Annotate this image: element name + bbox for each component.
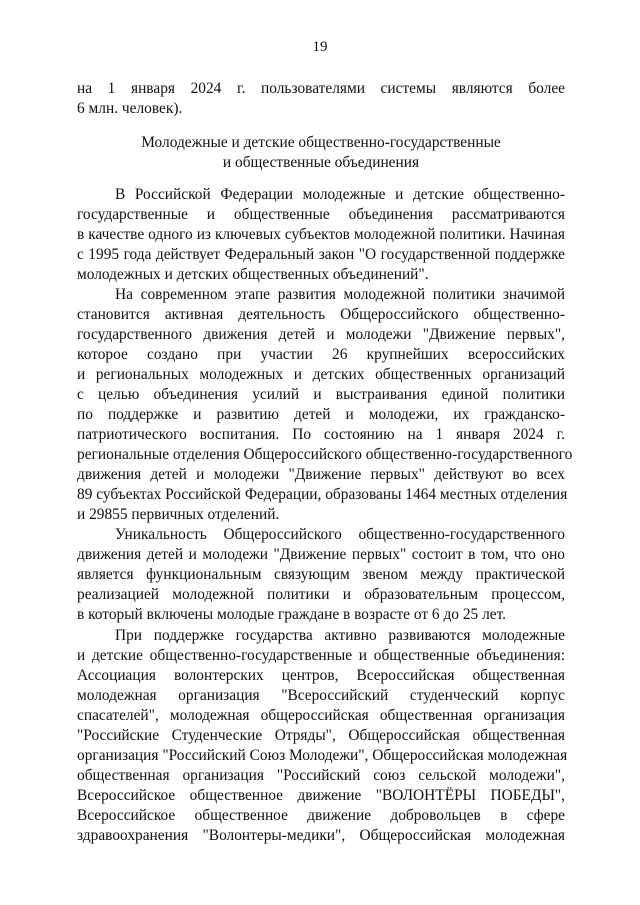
text-line: Всероссийское общественное движение добровольцев в сфере	[77, 807, 565, 824]
text-line: является функциональным связующим звеном между практической	[77, 566, 565, 583]
text-line: в качестве одного из ключевых субъектов молодежной политики. Начиная	[77, 226, 565, 243]
text-line: молодежных и детских общественных объединений".	[77, 266, 429, 283]
text-line: молодежная организация "Всероссийский студенческий корпус	[77, 687, 565, 704]
text-line: 89 субъектах Российской Федерации, образованы 1464 местных отделения	[77, 486, 568, 503]
text-line: с целью объединения усилий и выстраивания единой политики	[77, 386, 565, 403]
text-line: и детские общественно-государственные и общественные объединения:	[77, 647, 565, 664]
text-line: на 1 января 2024 г. пользователями системы являются более	[77, 80, 565, 97]
page-number: 19	[312, 39, 328, 55]
text-line: "Российские Студенческие Отряды", Общероссийская общественная	[77, 727, 565, 744]
text-line: реализацией молодежной политики и образовательным процессом,	[77, 586, 565, 603]
text-line: с 1995 года действует Федеральный закон "О государственной поддержке	[77, 246, 565, 263]
text-line: общественная организация "Российский союз сельской молодежи",	[77, 767, 565, 784]
text-line: При поддержке государства активно развиваются молодежные	[115, 627, 565, 644]
text-line: региональные отделения Общероссийского общественно-государственного	[77, 446, 573, 463]
text-line: движения детей и молодежи "Движение первых" действуют во всех	[77, 466, 565, 483]
text-line: по поддержке и развитию детей и молодежи, их гражданско-	[77, 406, 565, 423]
text-line: Уникальность Общероссийского общественно-государственного	[115, 526, 565, 543]
section-heading-line: и общественные объединения	[222, 154, 420, 171]
text-line: На современном этапе развития молодежной политики значимой	[115, 286, 565, 303]
text-line: и 29855 первичных отделений.	[77, 506, 280, 523]
text-line: движения детей и молодежи "Движение первых" состоит в том, что оно	[77, 546, 565, 563]
text-line: становится активная деятельность Общероссийского общественно-	[77, 306, 565, 323]
text-line: государственного движения детей и молодежи "Движение первых",	[77, 326, 565, 343]
text-line: которое создано при участии 26 крупнейших всероссийских	[77, 346, 565, 363]
text-line: и региональных молодежных и детских общественных организаций	[77, 366, 565, 383]
text-line: здравоохранения "Волонтеры-медики", Общероссийская молодежная	[77, 827, 565, 844]
text-line: государственные и общественные объединения рассматриваются	[77, 206, 565, 223]
text-line: Ассоциация волонтерских центров, Всероссийская общественная	[77, 667, 565, 684]
text-line: Всероссийское общественное движение "ВОЛОНТЁРЫ ПОБЕДЫ",	[77, 787, 565, 804]
text-line: в который включены молодые граждане в возрасте от 6 до 25 лет.	[77, 606, 506, 623]
text-line: патриотического воспитания. По состоянию на 1 января 2024 г.	[77, 426, 565, 443]
section-heading-line: Молодежные и детские общественно-государственные	[141, 134, 501, 151]
text-line: организация "Российский Союз Молодежи", Общероссийская молодежная	[77, 747, 568, 764]
text-line: В Российской Федерации молодежные и детские общественно-	[115, 186, 565, 203]
text-line: 6 млн. человек).	[77, 100, 183, 117]
text-line: спасателей", молодежная общероссийская общественная организация	[77, 707, 565, 724]
